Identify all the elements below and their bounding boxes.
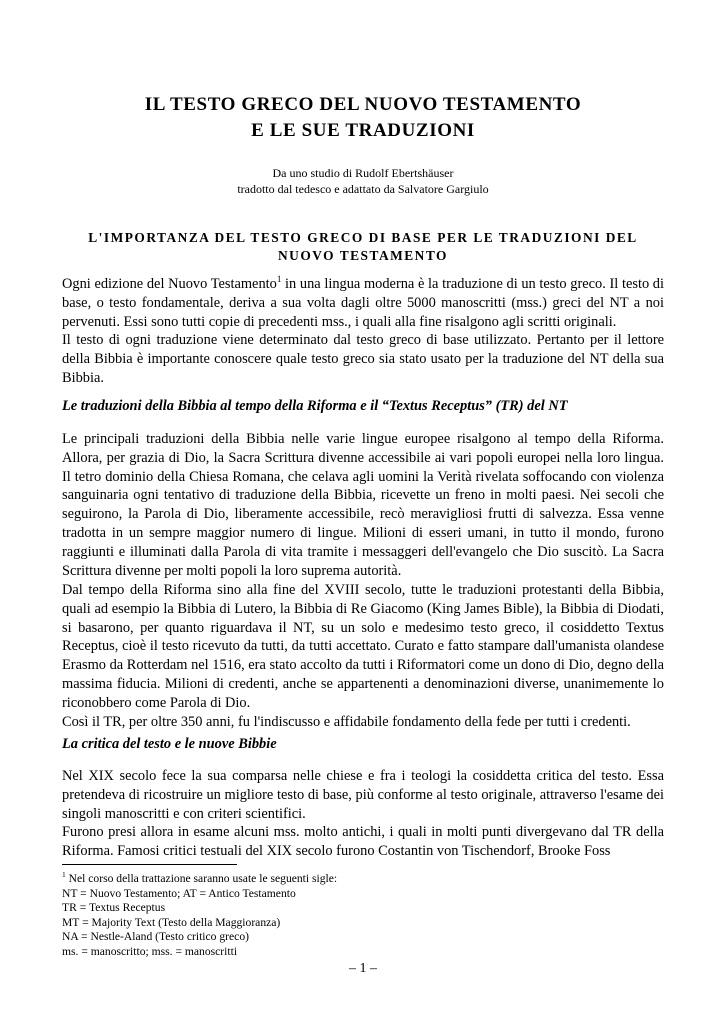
footnote-abbrev-ms: ms. = manoscritto; mss. = manoscritti (62, 944, 238, 958)
intro-paragraph-2: Il testo di ogni traduzione viene determinato dal testo greco di base utilizzato. Pertanto per il lettore della Bibbia è importante conoscere quale testo greco sia stato usato per la traduzione del NT della sua Bibbia. (62, 332, 664, 386)
section-heading (62, 229, 664, 265)
footnote-abbrev-nt-at: NT = Nuovo Testamento; AT = Antico Testamento (62, 886, 296, 900)
riforma-paragraph-1: Le principali traduzioni della Bibbia nelle varie lingue europee risalgono al tempo della Riforma. Allora, per grazia di Dio, la Sacra Scrittura divenne accessibile ai vari popoli europei nella loro lingua. Il tetro dominio della Chiesa Romana, che celava agli uomini la Verità rivelata soffocando con violenza sanguinaria ogni tentativo di traduzione della Bibbia, ricevette un freno in molti paesi. Nei secoli che seguirono, la Parola di Dio, liberamente accessibile, recò meravigliosi frutti di salvezza. Essa venne tradotta in un sempre maggior numero di lingue. Milioni di esseri umani, in tutto il mondo, furono raggiunti e illuminati dalla Parola di vita tramite i messaggeri dell'evangelo che Dio suscitò. La Sacra Scrittura divenne per molti popoli la loro suprema autorità. (62, 431, 664, 579)
translator-credit: tradotto dal tedesco e adattato da Salvatore Gargiulo (237, 182, 489, 196)
footnote-1 (62, 872, 664, 887)
paragraph-textus-receptus (62, 581, 664, 731)
critica-paragraph-1: Nel XIX secolo fece la sua comparsa nelle chiese e fra i teologi la cosiddetta critica del testo. Essa pretendeva di ricostruire un migliore testo di base, più conforme al testo originale, attraverso l'esame dei singoli manoscritti e con criteri scientifici. (62, 768, 664, 822)
subsection-heading-critica: La critica del testo e le nuove Bibbie (62, 736, 277, 752)
document-subtitle (62, 165, 664, 197)
footnote-text: Nel corso della trattazione saranno usate le seguenti sigle: (65, 872, 338, 885)
intro-text-rest: in una lingua moderna è la traduzione di un testo greco. Il testo di base, o testo fondamentale, deriva a sua volta dagli oltre 5000 manoscritti (mss.) greci del NT a noi pervenuti. Essi sono tutti copie di precedenti mss., i quali alla fine risalgono agli scritti originali. (62, 276, 665, 330)
intro-paragraphs (62, 275, 664, 388)
textus-receptus-paragraph: Dal tempo della Riforma sino alla fine del XVIII secolo, tutte le traduzioni protestanti della Bibbia, quali ad esempio la Bibbia di Lutero, la Bibbia di Re Giacomo (King James Bible), la Bibbia di Diodati, si basarono, per quanto riguardava il NT, su un solo e medesimo testo greco, il cosiddetto Textus Receptus, cioè il testo ricevuto da tutti, da tutti accettato. Curato e fatto stampare dall'umanista olandese Erasmo da Rotterdam nel 1516, era stato accolto da tutti i Riformatori come un dono di Dio, degno della massima fiducia. Milioni di credenti, anche se appartenenti a denominazioni diverse, unanimemente lo riconobbero come Parola di Dio. (62, 582, 664, 711)
textus-receptus-conclusion: Così il TR, per oltre 350 anni, fu l'indiscusso e affidabile fondamento della fede per tutti i credenti. (62, 713, 631, 730)
intro-paragraph-1 (62, 275, 664, 331)
subsection-heading-riforma: Le traduzioni della Bibbia al tempo della Riforma e il “Textus Receptus” (TR) del NT (62, 398, 568, 414)
footnote-abbrev-mt: MT = Majority Text (Testo della Maggioranza) (62, 915, 281, 929)
section-heading-line-1: L'IMPORTANZA DEL TESTO GRECO DI BASE PER LE TRADUZIONI DEL (88, 230, 638, 245)
footnote-marker: 1 (62, 870, 66, 880)
section-heading-line-2: NUOVO TESTAMENTO (278, 248, 448, 263)
footnotes (62, 872, 664, 960)
title-line-1: IL TESTO GRECO DEL NUOVO TESTAMENTO (144, 94, 582, 115)
paragraph-riforma (62, 430, 664, 580)
critica-paragraph-2: Furono presi allora in esame alcuni mss. molto antichi, i quali in molti punti divergevano dal TR della Riforma. Famosi critici testuali del XIX secolo furono Costantin von Tischendorf, Brooke Foss (62, 824, 664, 860)
footnote-separator (62, 864, 237, 865)
author-credit: Da uno studio di Rudolf Ebertshäuser (272, 166, 454, 180)
footnote-reference: 1 (276, 274, 282, 285)
intro-text-start: Ogni edizione del Nuovo Testamento (62, 276, 277, 292)
document-title (62, 92, 664, 144)
footnote-abbrev-na: NA = Nestle-Aland (Testo critico greco) (62, 930, 249, 944)
page-number: – 1 – (349, 961, 377, 976)
paragraph-critica (62, 767, 664, 861)
footnote-abbrev-tr: TR = Textus Receptus (62, 901, 166, 915)
title-line-2: E LE SUE TRADUZIONI (251, 120, 475, 141)
